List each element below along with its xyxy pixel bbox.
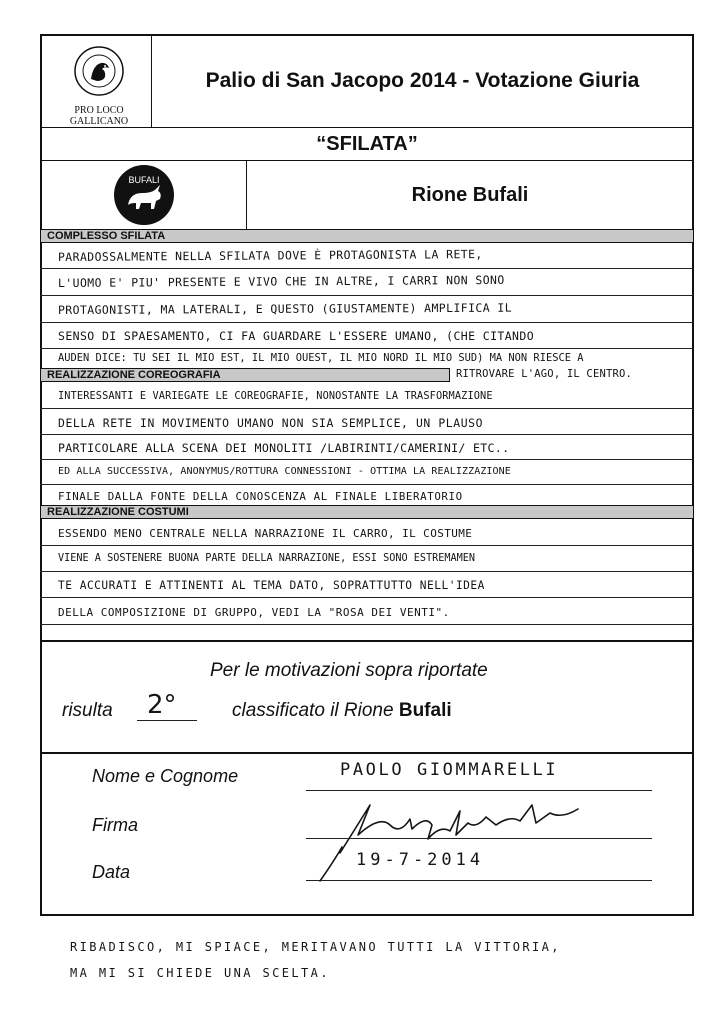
page-title: Palio di San Jacopo 2014 - Votazione Giuria <box>205 69 640 92</box>
footer-note-line: RIBADISCO, MI SPIACE, MERITAVANO TUTTI LA VITTORIA, <box>70 940 561 954</box>
ruled-line <box>40 268 694 269</box>
verdict-line-2 <box>232 700 452 722</box>
ruled-line <box>40 459 694 460</box>
footer-note-line: MA MI SI CHIEDE UNA SCELTA. <box>70 966 330 980</box>
ruled-line <box>40 408 694 409</box>
ruled-line <box>40 484 694 485</box>
name-label: Nome e Cognome <box>92 766 239 786</box>
handwritten-line: INTERESSANTI E VARIEGATE LE COREOGRAFIE, NONOSTANTE LA TRASFORMAZIONE <box>58 390 493 402</box>
verdict-rank: 2° <box>147 690 177 720</box>
handwritten-line: ED ALLA SUCCESSIVA, ANONYMUS/ROTTURA CONNESSIONI - OTTIMA LA REALIZZAZIONE <box>58 466 511 477</box>
pro-loco-logo <box>41 35 153 129</box>
bufali-logo-text: BUFALI <box>127 175 160 185</box>
data-label: Data <box>92 862 131 882</box>
pro-loco-logo-cell <box>40 34 152 128</box>
logo-caption-1: PRO LOCO <box>74 105 124 116</box>
handwritten-line: PARTICOLARE ALLA SCENA DEI MONOLITI /LABIRINTI/CAMERINI/ ETC.. <box>58 441 510 455</box>
handwritten-line: PARADOSSALMENTE NELLA SFILATA DOVE È PROTAGONISTA LA RETE, <box>57 247 483 264</box>
handwritten-line: VIENE A SOSTENERE BUONA PARTE DELLA NARRAZIONE, ESSI SONO ESTREMAMEN <box>58 553 476 564</box>
logo-caption-2: GALLICANO <box>69 116 129 127</box>
data-underline <box>306 880 652 881</box>
ruled-line <box>40 348 694 349</box>
handwritten-line: FINALE DALLA FONTE DELLA CONOSCENZA AL FINALE LIBERATORIO <box>58 490 463 503</box>
handwritten-line: SENSO DI SPAESAMENTO, CI FA GUARDARE L'ESSERE UMANO, (CHE CITANDO <box>58 329 535 343</box>
name-underline <box>306 790 652 791</box>
title-cell <box>151 34 694 128</box>
verdict-rione-name: Bufali <box>398 700 452 721</box>
handwritten-line: AUDEN DICE: TU SEI IL MIO EST, IL MIO OUEST, IL MIO NORD IL MIO SUD) MA NON RIESCE A <box>58 352 584 364</box>
section-divider <box>40 640 694 642</box>
category-cell <box>40 127 694 161</box>
bufali-logo-cell <box>40 160 247 230</box>
handwritten-line: PROTAGONISTI, MA LATERALI, E QUESTO (GIUSTAMENTE) AMPLIFICA IL <box>57 300 513 317</box>
handwritten-line: DELLA RETE IN MOVIMENTO UMANO NON SIA SEMPLICE, UN PLAUSO <box>58 416 484 430</box>
ruled-line <box>40 624 694 625</box>
firma-label: Firma <box>92 815 138 835</box>
handwritten-line: DELLA COMPOSIZIONE DI GRUPPO, VEDI LA "ROSA DEI VENTI". <box>58 606 450 619</box>
rione-name: Rione Bufali <box>411 183 529 206</box>
ruled-line <box>40 322 694 323</box>
ruled-line <box>40 434 694 435</box>
handwritten-line: RITROVARE L'AGO, IL CENTRO. <box>456 368 633 380</box>
rione-cell <box>246 160 694 230</box>
ruled-line <box>40 597 694 598</box>
handwritten-line: L'UOMO E' PIU' PRESENTE E VIVO CHE IN ALTRE, I CARRI NON SONO <box>57 272 505 290</box>
verdict-line-1: Per le motivazioni sopra riportate <box>210 660 488 681</box>
handwritten-line: TE ACCURATI E ATTINENTI AL TEMA DATO, SOPRATTUTTO NELL'IDEA <box>58 579 485 592</box>
data-value: 19-7-2014 <box>356 850 485 870</box>
verdict-line-2-text: classificato il Rione <box>232 700 394 721</box>
date-pen-stroke <box>312 845 348 885</box>
ruled-line <box>40 545 694 546</box>
section-divider <box>40 752 694 754</box>
firma-underline <box>306 838 652 839</box>
category-title: “SFILATA” <box>316 132 418 155</box>
section-header-costumi: REALIZZAZIONE COSTUMI <box>40 505 694 519</box>
ruled-line <box>40 295 694 296</box>
handwritten-line: ESSENDO MENO CENTRALE NELLA NARRAZIONE IL CARRO, IL COSTUME <box>58 527 473 540</box>
name-value: PAOLO GIOMMARELLI <box>340 760 559 780</box>
section-header-coreografia: REALIZZAZIONE COREOGRAFIA <box>40 368 450 382</box>
bufali-logo <box>112 163 176 227</box>
section-header-complesso: COMPLESSO SFILATA <box>40 229 694 243</box>
rank-underline <box>137 720 197 721</box>
verdict-risulta: risulta <box>62 700 113 721</box>
ruled-line <box>40 571 694 572</box>
